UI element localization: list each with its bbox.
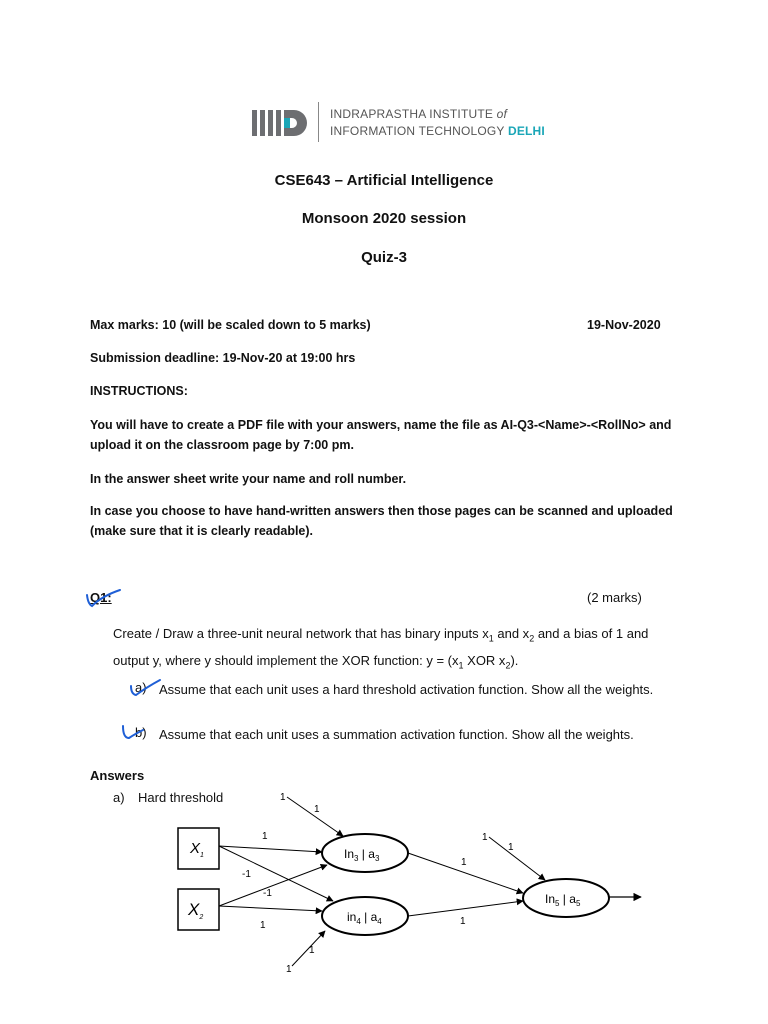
output-unit-5-label: $In_5$ | $a_5$ [545, 892, 581, 908]
course-title: CSE643 – Artificial Intelligence [274, 172, 494, 189]
edge-x1-h4 [219, 846, 333, 901]
institute-delhi: DELHI [507, 124, 545, 138]
instruction-3: In case you choose to have hand-written answers then those pages can be scanned and uploaded (make sure that it is clearly readable). [90, 504, 673, 538]
session-title: Monsoon 2020 session [301, 210, 467, 227]
weight-label: 1 [460, 916, 466, 927]
weight-label: -1 [263, 888, 272, 899]
submission-deadline: Submission deadline: 19-Nov-20 at 19:00 hrs [90, 351, 356, 365]
max-marks: Max marks: 10 (will be scaled down to 5 marks) [90, 318, 371, 332]
question-label: Q1: [90, 590, 112, 605]
edge-x1-h3 [219, 846, 322, 852]
part-b-letter: b) [135, 725, 147, 740]
logo-separator [318, 102, 319, 142]
instruction-2: In the answer sheet write your name and roll number. [90, 472, 407, 486]
edge-x2-h4 [219, 906, 322, 911]
institute-line1: INDRAPRASTHA INSTITUTE [330, 107, 497, 121]
input-x1-label: $X_1$ [190, 840, 204, 859]
weight-label: 1 [508, 842, 514, 853]
checkmark-icon [84, 586, 124, 610]
institute-line2: INFORMATION TECHNOLOGY [330, 124, 508, 138]
hidden-unit-4-label: $in_4$ | $a_4$ [347, 910, 382, 926]
weight-label: 1 [482, 832, 488, 843]
edge-h4-out [408, 901, 523, 916]
edge-bias-h3 [287, 797, 343, 836]
quiz-date: 19-Nov-2020 [587, 318, 661, 332]
part-b-text: Assume that each unit uses a summation activation function. Show all the weights. [159, 727, 634, 742]
weight-label: 1 [309, 945, 315, 956]
weight-label: 1 [461, 857, 467, 868]
input-x2-label: $X_2$ [188, 900, 204, 921]
edge-bias-out [489, 837, 545, 880]
answer-part-letter: a) [113, 790, 125, 805]
iiitd-logo-mark [252, 108, 308, 140]
weight-label: 1 [262, 831, 268, 842]
xor-network-diagram [0, 780, 768, 1000]
quiz-title: Quiz-3 [361, 249, 407, 266]
instructions-heading: INSTRUCTIONS: [90, 384, 188, 398]
weight-label: 1 [286, 964, 292, 975]
weight-label: 1 [314, 804, 320, 815]
institute-line1-of: of [496, 107, 508, 121]
question-text: Create / Draw a three-unit neural network that has binary inputs $x_1$ and $x_2$ and a bias of 1 and output y, where y should implement the XOR function: $y = (x_1$ XOR $x_2$). [113, 626, 649, 671]
part-a-text: Assume that each unit uses a hard threshold activation function. Show all the weights. [159, 682, 654, 697]
instruction-1: You will have to create a PDF file with your answers, name the file as AI-Q3-<Name>-<RollNo> and upload it on the classroom page by 7:00 pm. [90, 418, 672, 452]
part-a-letter: a) [135, 680, 147, 695]
question-marks: (2 marks) [587, 590, 642, 605]
weight-label: -1 [242, 869, 251, 880]
weight-label: 1 [260, 920, 266, 931]
answers-heading: Answers [90, 768, 145, 783]
institute-name [330, 106, 545, 140]
edge-x2-h3 [219, 865, 327, 906]
checkmark-icon [119, 720, 159, 744]
weight-label: 1 [280, 792, 286, 803]
answer-part-label: Hard threshold [138, 790, 224, 805]
hidden-unit-3-label: $In_3$ | $a_3$ [344, 847, 380, 863]
